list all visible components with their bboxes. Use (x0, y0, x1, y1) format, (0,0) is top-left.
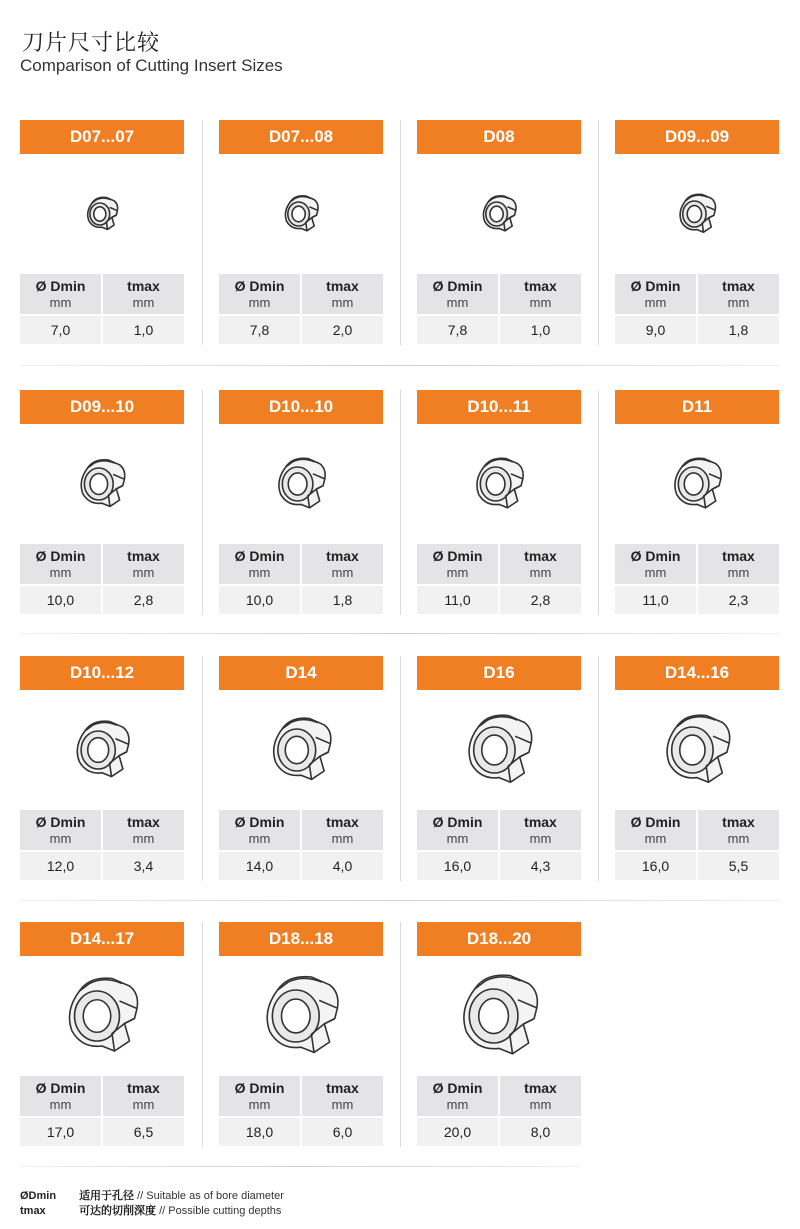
tmax-unit: mm (529, 1097, 552, 1112)
legend-key: tmax (20, 1205, 46, 1217)
spec-header-row (417, 1076, 581, 1116)
insert-image (219, 690, 383, 810)
tmax-unit: mm (529, 831, 552, 846)
insert-image (417, 956, 581, 1076)
insert-name: D10...11 (417, 390, 581, 424)
dmin-label: Ø Dmin (35, 548, 86, 564)
column-divider (400, 120, 401, 345)
cutting-insert-icon (627, 690, 767, 810)
tmax-label: tmax (524, 1080, 557, 1096)
insert-card (20, 120, 184, 344)
dmin-value: 10,0 (46, 592, 75, 608)
dmin-unit: mm (248, 295, 271, 310)
spec-header-row (417, 274, 581, 314)
dmin-label: Ø Dmin (630, 814, 681, 830)
dmin-value: 10,0 (245, 592, 274, 608)
tmax-label: tmax (326, 1080, 359, 1096)
spec-value-row (417, 316, 581, 344)
dmin-unit: mm (49, 831, 72, 846)
tmax-unit: mm (331, 565, 354, 580)
insert-name: D07...07 (20, 120, 184, 154)
tmax-value: 2,3 (696, 586, 779, 614)
dmin-unit: mm (248, 831, 271, 846)
row-divider (20, 900, 780, 901)
tmax-unit: mm (132, 831, 155, 846)
dmin-header (615, 544, 696, 584)
spec-value-row (20, 316, 184, 344)
column-divider (598, 656, 599, 881)
dmin-label: Ø Dmin (432, 278, 483, 294)
tmax-value: 4,3 (498, 852, 581, 880)
dmin-value: 12,0 (46, 858, 75, 874)
insert-image (20, 956, 184, 1076)
insert-name: D18...20 (417, 922, 581, 956)
dmin-header (417, 274, 498, 314)
tmax-unit: mm (331, 1097, 354, 1112)
dmin-value: 7,0 (50, 322, 71, 338)
dmin-header (219, 274, 300, 314)
column-divider (400, 656, 401, 881)
tmax-value: 1,8 (300, 586, 383, 614)
cutting-insert-icon (231, 424, 371, 544)
spec-value-row (20, 1118, 184, 1146)
dmin-unit: mm (644, 565, 667, 580)
insert-card (417, 390, 581, 614)
tmax-unit: mm (529, 295, 552, 310)
tmax-unit: mm (727, 831, 750, 846)
spec-table (615, 544, 779, 614)
spec-header-row (219, 274, 383, 314)
tmax-value: 6,0 (300, 1118, 383, 1146)
tmax-label: tmax (326, 548, 359, 564)
spec-header-row (20, 274, 184, 314)
cutting-insert-icon (32, 956, 172, 1076)
dmin-value: 7,8 (249, 322, 270, 338)
tmax-unit: mm (331, 831, 354, 846)
dmin-value: 18,0 (245, 1124, 274, 1140)
insert-image (417, 690, 581, 810)
tmax-header (300, 544, 383, 584)
insert-image (417, 154, 581, 274)
column-divider (400, 922, 401, 1147)
dmin-header (20, 810, 101, 850)
insert-name: D14 (219, 656, 383, 690)
tmax-unit: mm (727, 295, 750, 310)
insert-card (20, 922, 184, 1146)
tmax-header (498, 1076, 581, 1116)
legend-row-tmax (20, 1202, 281, 1218)
dmin-header (417, 1076, 498, 1116)
tmax-header (498, 544, 581, 584)
insert-card (219, 120, 383, 344)
tmax-header (696, 810, 779, 850)
dmin-header (417, 544, 498, 584)
dmin-unit: mm (49, 565, 72, 580)
tmax-header (101, 544, 184, 584)
insert-card (615, 390, 779, 614)
spec-table (417, 810, 581, 880)
insert-image (615, 154, 779, 274)
dmin-label: Ø Dmin (35, 278, 86, 294)
spec-value-row (219, 1118, 383, 1146)
tmax-header (696, 544, 779, 584)
spec-header-row (615, 810, 779, 850)
legend-text-en: // Possible cutting depths (159, 1205, 282, 1217)
spec-value-row (417, 586, 581, 614)
dmin-value: 16,0 (641, 858, 670, 874)
tmax-header (696, 274, 779, 314)
dmin-header (20, 544, 101, 584)
tmax-label: tmax (326, 278, 359, 294)
tmax-label: tmax (524, 548, 557, 564)
insert-name: D07...08 (219, 120, 383, 154)
tmax-value: 4,0 (300, 852, 383, 880)
dmin-value: 17,0 (46, 1124, 75, 1140)
dmin-header (20, 274, 101, 314)
tmax-value: 1,8 (696, 316, 779, 344)
insert-name: D14...16 (615, 656, 779, 690)
cutting-insert-icon (429, 154, 569, 274)
dmin-unit: mm (446, 295, 469, 310)
tmax-header (101, 810, 184, 850)
legend-text-cn: 适用于孔径 (79, 1189, 135, 1202)
spec-table (417, 1076, 581, 1146)
tmax-header (101, 1076, 184, 1116)
spec-header-row (615, 274, 779, 314)
tmax-value: 6,5 (101, 1118, 184, 1146)
spec-value-row (219, 852, 383, 880)
dmin-header (615, 810, 696, 850)
insert-card (20, 656, 184, 880)
tmax-value: 1,0 (498, 316, 581, 344)
dmin-label: Ø Dmin (234, 278, 285, 294)
tmax-value: 2,0 (300, 316, 383, 344)
dmin-unit: mm (446, 831, 469, 846)
dmin-header (219, 544, 300, 584)
spec-header-row (417, 810, 581, 850)
legend-key: ØDmin (20, 1190, 57, 1202)
tmax-label: tmax (722, 278, 755, 294)
cutting-insert-icon (429, 956, 569, 1076)
insert-image (219, 956, 383, 1076)
insert-image (615, 424, 779, 544)
cutting-insert-icon (231, 956, 371, 1076)
legend-text-cn: 可达的切削深度 (79, 1204, 157, 1217)
column-divider (400, 390, 401, 615)
spec-table (417, 544, 581, 614)
spec-value-row (219, 316, 383, 344)
tmax-unit: mm (132, 565, 155, 580)
dmin-label: Ø Dmin (432, 814, 483, 830)
tmax-unit: mm (529, 565, 552, 580)
cutting-insert-icon (627, 154, 767, 274)
spec-value-row (417, 1118, 581, 1146)
insert-name: D10...10 (219, 390, 383, 424)
insert-card (219, 656, 383, 880)
insert-name: D16 (417, 656, 581, 690)
insert-name: D14...17 (20, 922, 184, 956)
tmax-value: 3,4 (101, 852, 184, 880)
insert-image (20, 154, 184, 274)
dmin-header (219, 810, 300, 850)
spec-header-row (20, 544, 184, 584)
dmin-label: Ø Dmin (432, 548, 483, 564)
cutting-insert-icon (32, 690, 172, 810)
insert-card (219, 390, 383, 614)
insert-image (20, 424, 184, 544)
tmax-header (498, 810, 581, 850)
dmin-value: 16,0 (443, 858, 472, 874)
spec-header-row (615, 544, 779, 584)
dmin-label: Ø Dmin (630, 278, 681, 294)
cutting-insert-icon (231, 154, 371, 274)
insert-card (417, 922, 581, 1146)
dmin-label: Ø Dmin (35, 814, 86, 830)
dmin-unit: mm (248, 1097, 271, 1112)
dmin-unit: mm (644, 831, 667, 846)
insert-name: D18...18 (219, 922, 383, 956)
spec-value-row (615, 852, 779, 880)
spec-header-row (219, 810, 383, 850)
dmin-unit: mm (644, 295, 667, 310)
insert-image (417, 424, 581, 544)
spec-table (219, 1076, 383, 1146)
tmax-label: tmax (722, 814, 755, 830)
tmax-header (498, 274, 581, 314)
dmin-unit: mm (49, 295, 72, 310)
insert-image (219, 154, 383, 274)
spec-table (20, 274, 184, 344)
spec-value-row (615, 316, 779, 344)
spec-table (20, 810, 184, 880)
insert-card (20, 390, 184, 614)
dmin-header (615, 274, 696, 314)
insert-card (615, 656, 779, 880)
insert-image (615, 690, 779, 810)
insert-card (219, 922, 383, 1146)
spec-table (417, 274, 581, 344)
tmax-header (300, 1076, 383, 1116)
tmax-label: tmax (722, 548, 755, 564)
insert-image (20, 690, 184, 810)
dmin-label: Ø Dmin (630, 548, 681, 564)
cutting-insert-icon (32, 154, 172, 274)
row-divider (20, 1166, 580, 1167)
tmax-value: 1,0 (101, 316, 184, 344)
dmin-value: 11,0 (642, 592, 669, 608)
insert-card (417, 656, 581, 880)
column-divider (598, 390, 599, 615)
insert-name: D10...12 (20, 656, 184, 690)
spec-value-row (20, 586, 184, 614)
dmin-unit: mm (446, 565, 469, 580)
tmax-unit: mm (727, 565, 750, 580)
tmax-label: tmax (127, 814, 160, 830)
insert-name: D09...09 (615, 120, 779, 154)
cutting-insert-icon (231, 690, 371, 810)
legend-row-dmin (20, 1187, 284, 1203)
cutting-insert-icon (429, 690, 569, 810)
cutting-insert-icon (32, 424, 172, 544)
dmin-unit: mm (446, 1097, 469, 1112)
spec-header-row (20, 1076, 184, 1116)
legend-text-en: // Suitable as of bore diameter (137, 1190, 284, 1202)
insert-name: D09...10 (20, 390, 184, 424)
spec-header-row (219, 1076, 383, 1116)
tmax-value: 8,0 (498, 1118, 581, 1146)
spec-value-row (20, 852, 184, 880)
tmax-header (101, 274, 184, 314)
column-divider (202, 390, 203, 615)
row-divider (20, 365, 780, 366)
tmax-unit: mm (132, 295, 155, 310)
tmax-label: tmax (326, 814, 359, 830)
page-title-en: Comparison of Cutting Insert Sizes (20, 56, 283, 75)
dmin-label: Ø Dmin (234, 814, 285, 830)
tmax-label: tmax (127, 1080, 160, 1096)
column-divider (202, 656, 203, 881)
spec-value-row (219, 586, 383, 614)
dmin-value: 14,0 (245, 858, 274, 874)
spec-value-row (615, 586, 779, 614)
dmin-label: Ø Dmin (234, 548, 285, 564)
dmin-value: 9,0 (645, 322, 666, 338)
spec-header-row (219, 544, 383, 584)
insert-image (219, 424, 383, 544)
tmax-label: tmax (524, 278, 557, 294)
insert-name: D11 (615, 390, 779, 424)
spec-table (20, 544, 184, 614)
tmax-label: tmax (524, 814, 557, 830)
page-title-cn: 刀片尺寸比较 (22, 31, 161, 56)
spec-table (20, 1076, 184, 1146)
tmax-label: tmax (127, 278, 160, 294)
dmin-value: 11,0 (444, 592, 471, 608)
spec-table (615, 274, 779, 344)
spec-table (219, 810, 383, 880)
tmax-unit: mm (331, 295, 354, 310)
dmin-header (20, 1076, 101, 1116)
insert-card (615, 120, 779, 344)
insert-name: D08 (417, 120, 581, 154)
tmax-unit: mm (132, 1097, 155, 1112)
spec-value-row (417, 852, 581, 880)
tmax-value: 2,8 (101, 586, 184, 614)
dmin-header (417, 810, 498, 850)
tmax-value: 5,5 (696, 852, 779, 880)
dmin-unit: mm (248, 565, 271, 580)
spec-table (219, 544, 383, 614)
column-divider (202, 922, 203, 1147)
spec-header-row (417, 544, 581, 584)
spec-table (219, 274, 383, 344)
row-divider (20, 633, 780, 634)
tmax-label: tmax (127, 548, 160, 564)
cutting-insert-icon (429, 424, 569, 544)
cutting-insert-icon (627, 424, 767, 544)
dmin-label: Ø Dmin (432, 1080, 483, 1096)
spec-header-row (20, 810, 184, 850)
tmax-value: 2,8 (498, 586, 581, 614)
column-divider (598, 120, 599, 345)
dmin-header (219, 1076, 300, 1116)
dmin-unit: mm (49, 1097, 72, 1112)
dmin-value: 7,8 (447, 322, 468, 338)
insert-card (417, 120, 581, 344)
tmax-header (300, 274, 383, 314)
dmin-label: Ø Dmin (35, 1080, 86, 1096)
dmin-label: Ø Dmin (234, 1080, 285, 1096)
dmin-value: 20,0 (443, 1124, 472, 1140)
tmax-header (300, 810, 383, 850)
spec-table (615, 810, 779, 880)
column-divider (202, 120, 203, 345)
